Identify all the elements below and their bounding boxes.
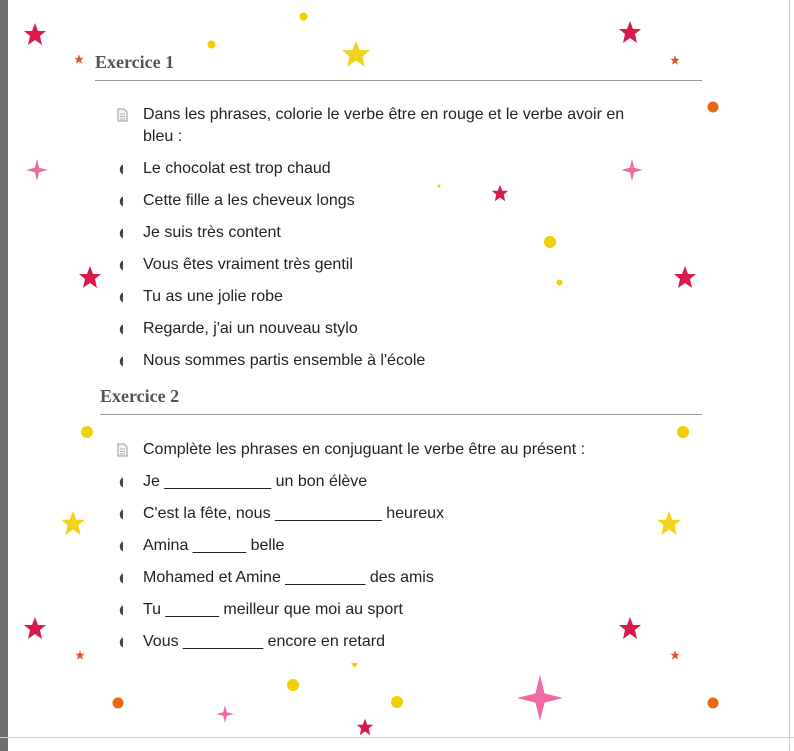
yellow-dot-icon bbox=[543, 235, 557, 249]
orange-dot-icon bbox=[112, 697, 124, 709]
bullet-icon bbox=[117, 292, 124, 303]
pink-sparkle-icon bbox=[621, 159, 643, 181]
yellow-star-icon bbox=[656, 510, 682, 536]
bullet-icon bbox=[117, 541, 124, 552]
orange-star-icon bbox=[670, 55, 680, 65]
yellow-dot-icon bbox=[676, 425, 690, 439]
red-star-icon bbox=[23, 22, 47, 46]
yellow-dot-icon bbox=[207, 40, 216, 49]
exercise1-instruction-line2: bleu : bbox=[143, 128, 183, 145]
bullet-icon bbox=[117, 605, 124, 616]
document-icon bbox=[117, 443, 128, 457]
list-item: Cette fille a les cheveux longs bbox=[143, 192, 355, 209]
list-item: Nous sommes partis ensemble à l'école bbox=[143, 352, 426, 369]
bullet-icon bbox=[117, 573, 124, 584]
exercise2-title: Exercice 2 bbox=[100, 386, 180, 406]
yellow-dot-icon bbox=[390, 695, 404, 709]
pink-sparkle-icon bbox=[517, 675, 563, 721]
list-item: Regarde, j'ai un nouveau stylo bbox=[143, 320, 358, 337]
bullet-icon bbox=[117, 509, 124, 520]
bullet-icon bbox=[117, 637, 124, 648]
yellow-star-icon bbox=[60, 510, 86, 536]
yellow-dot-icon bbox=[351, 662, 358, 669]
exercise2-instruction: Complète les phrases en conjuguant le verbe être au présent : bbox=[143, 441, 586, 458]
exercise1-instruction-line1: Dans les phrases, colorie le verbe être en rouge et le verbe avoir en bbox=[143, 106, 625, 123]
yellow-dot-icon bbox=[556, 279, 563, 286]
bullet-icon bbox=[117, 164, 124, 175]
red-star-icon bbox=[78, 265, 102, 289]
yellow-dot-icon bbox=[299, 12, 308, 21]
document-icon bbox=[117, 108, 128, 122]
orange-dot-icon bbox=[707, 101, 719, 113]
yellow-dot-icon bbox=[80, 425, 94, 439]
fill-in-sentence: Amina ______ belle bbox=[143, 537, 285, 554]
bullet-icon bbox=[117, 196, 124, 207]
page-right-border bbox=[789, 0, 790, 751]
page-left-border bbox=[0, 0, 8, 751]
orange-star-icon bbox=[74, 54, 84, 64]
list-item: Tu as une jolie robe bbox=[143, 288, 283, 305]
orange-star-icon bbox=[670, 650, 680, 660]
bullet-icon bbox=[117, 477, 124, 488]
fill-in-sentence: Je ____________ un bon élève bbox=[143, 473, 368, 490]
fill-in-sentence: Tu ______ meilleur que moi au sport bbox=[143, 601, 403, 618]
red-star-icon bbox=[356, 718, 374, 736]
fill-in-sentence: Vous _________ encore en retard bbox=[143, 633, 385, 650]
yellow-dot-icon bbox=[286, 678, 300, 692]
red-star-icon bbox=[618, 20, 642, 44]
red-star-icon bbox=[23, 616, 47, 640]
bullet-icon bbox=[117, 228, 124, 239]
orange-dot-icon bbox=[707, 697, 719, 709]
pink-sparkle-icon bbox=[26, 159, 48, 181]
bullet-icon bbox=[117, 324, 124, 335]
yellow-dot-icon bbox=[437, 184, 441, 188]
page-bottom-border bbox=[0, 737, 794, 738]
bullet-icon bbox=[117, 260, 124, 271]
yellow-star-icon bbox=[339, 40, 373, 68]
list-item: Le chocolat est trop chaud bbox=[143, 160, 331, 177]
exercise2-rule bbox=[100, 414, 702, 415]
orange-star-icon bbox=[75, 650, 85, 660]
fill-in-sentence: C'est la fête, nous ____________ heureux bbox=[143, 505, 445, 522]
red-star-icon bbox=[673, 265, 697, 289]
red-star-icon bbox=[618, 616, 642, 640]
pink-sparkle-icon bbox=[216, 705, 234, 723]
fill-in-sentence: Mohamed et Amine _________ des amis bbox=[143, 569, 434, 586]
list-item: Je suis très content bbox=[143, 224, 281, 241]
exercise1-title: Exercice 1 bbox=[95, 52, 175, 72]
bullet-icon bbox=[117, 356, 124, 367]
red-star-icon bbox=[491, 184, 509, 202]
exercise1-rule bbox=[95, 80, 702, 81]
list-item: Vous êtes vraiment très gentil bbox=[143, 256, 353, 273]
